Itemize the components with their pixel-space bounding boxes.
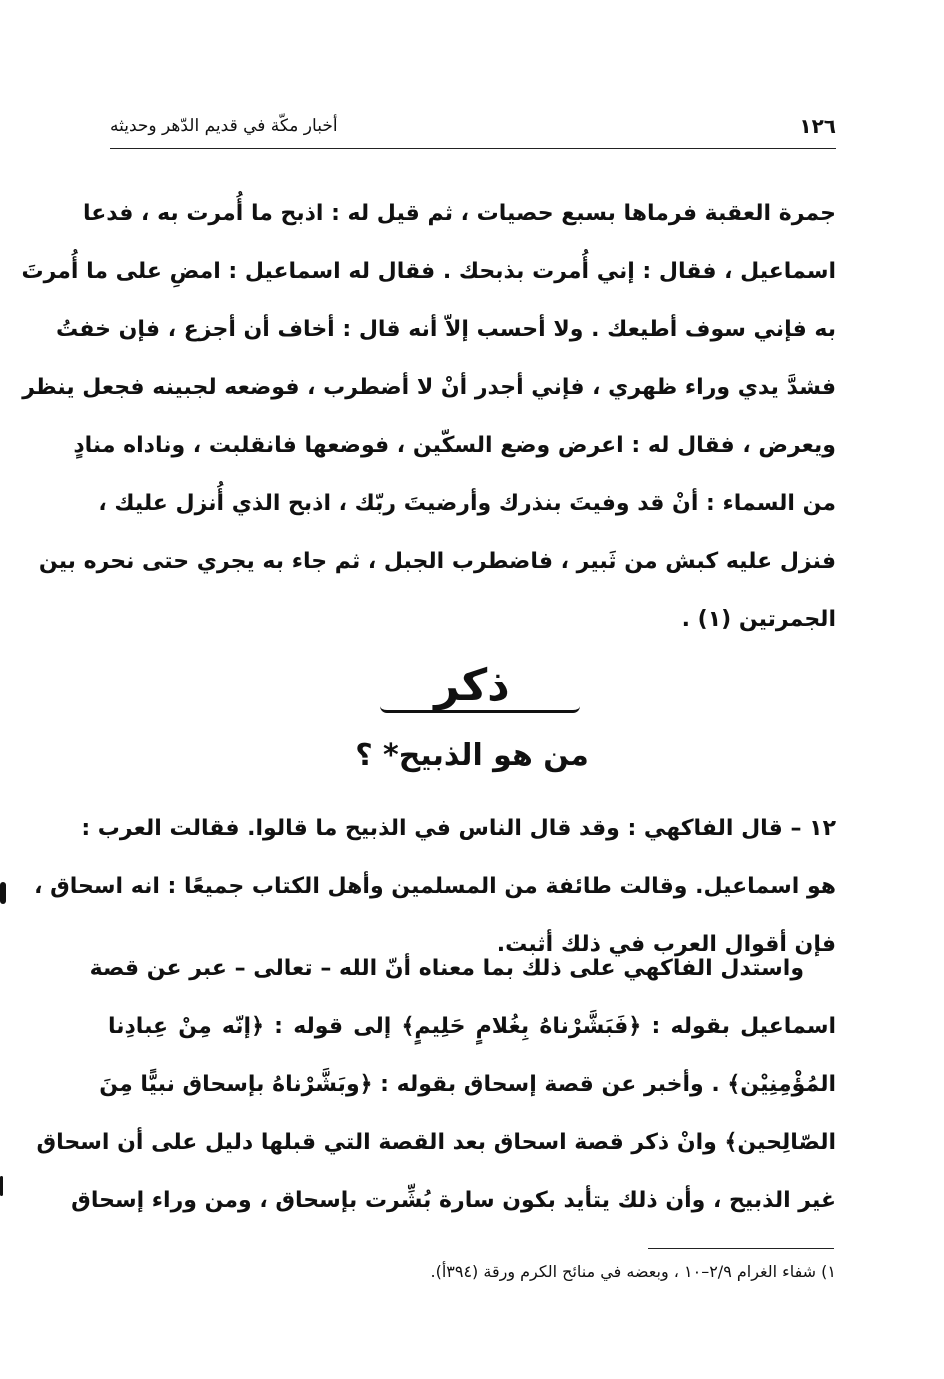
text-line: ١٢ – قال الفاكهي : وقد قال الناس في الذبيح ما قالوا. فقالت العرب :: [81, 816, 836, 841]
text-line: الصّالِحين﴾ وانْ ذكر قصة اسحاق بعد القصة التي قبلها دليل على أن اسحاق: [36, 1130, 836, 1155]
paragraph-3: [36, 940, 836, 1230]
text-line: غير الذبيح ، وأن ذلك يتأيد بكون سارة بُشِّرت بإسحاق ، ومن وراء إسحاق: [71, 1188, 836, 1213]
text-line: فنزل عليه كبش من ثَبير ، فاضطرب الجبل ، ثم جاء به يجري حتى نحره بين: [38, 549, 836, 574]
text-line: جمرة العقبة فرماها بسبع حصيات ، ثم قيل له : اذبح ما أُمرت به ، فدعا: [82, 201, 836, 226]
scan-edge-mark: [0, 1176, 3, 1196]
text-line: اسماعيل بقوله : ﴿فَبَشَّرْناهُ بِغُلامٍ حَلِيمٍ﴾ إلى قوله : ﴿إنّه مِنْ عِبادِنا: [108, 1014, 836, 1039]
page-number: ١٢٦: [799, 114, 836, 138]
footnote: ١) شفاء الغرام ٢/٩–١٠ ، وبعضه في منائح الكرم ورقة (٣٩٤أ).: [430, 1262, 836, 1281]
scan-edge-mark: [0, 882, 6, 904]
text-line: المُؤْمِنِيْن﴾ . وأخبر عن قصة إسحاق بقوله : ﴿وبَشَّرْناهُ بإسحاق نبيًّا مِنَ: [99, 1072, 836, 1097]
text-line: فشدَّ يدي وراء ظهري ، فإني أجدر أنْ لا أضطرب ، فوضعه لجبينه فجعل ينظر: [22, 375, 836, 400]
book-title: أخبار مكّة في قديم الدّهر وحديثه: [110, 116, 338, 136]
text-line: اسماعيل ، فقال : إني أُمرت بذبحك . فقال له اسماعيل : امضِ على ما أُمرتَ: [21, 259, 836, 284]
heading-ornament: [380, 706, 580, 713]
footnote-rule: [648, 1248, 834, 1249]
text-line: هو اسماعيل. وقالت طائفة من المسلمين وأهل الكتاب جميعًا : انه اسحاق ،: [34, 874, 836, 899]
text-line: فإن أقوال العرب في ذلك أثبت.: [496, 932, 836, 957]
running-header: [110, 110, 836, 149]
section-heading-word: ذكر: [434, 660, 510, 711]
text-line: ويعرض ، فقال له : اعرض وضع السكّين ، فوضعها فانقلبت ، وناداه منادٍ: [73, 433, 836, 458]
text-line: به فإني سوف أطيعك . ولا أحسب إلاّ أنه قال : أخاف أن أجزع ، فإن خفتُ: [56, 317, 836, 342]
section-heading-subtitle: من هو الذبيح* ؟: [355, 738, 589, 773]
text-line: واستدل الفاكهي على ذلك بما معناه أنّ الله – تعالى – عبر عن قصة: [89, 956, 804, 981]
text-line: من السماء : أنْ قد وفيتَ بنذرك وأرضيتَ ربّك ، اذبح الذي أُنزل عليك ،: [98, 491, 836, 516]
text-line: الجمرتين (١) .: [681, 607, 836, 632]
paragraph-1: [21, 185, 836, 649]
